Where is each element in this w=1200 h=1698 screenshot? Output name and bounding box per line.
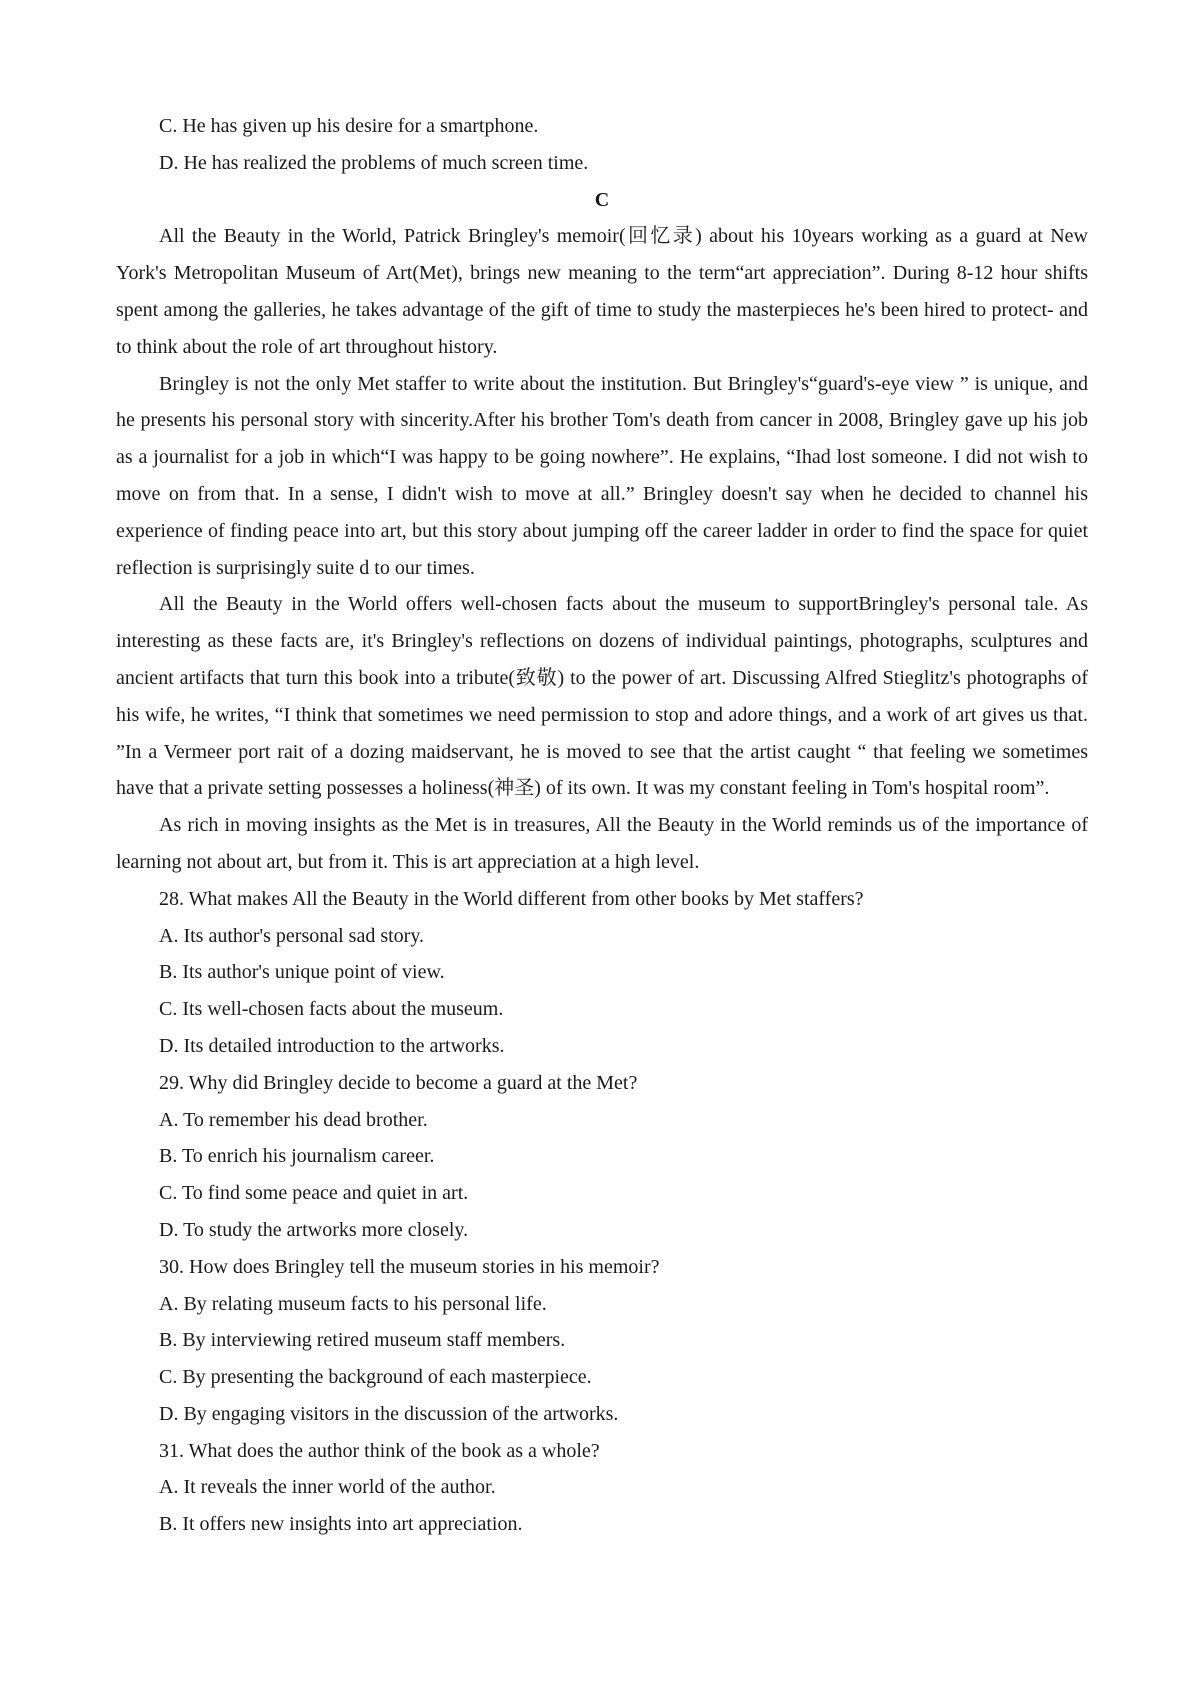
question-stem: 31. What does the author think of the book as a whole? bbox=[159, 1439, 600, 1462]
question-stem: 28. What makes All the Beauty in the World different from other books by Met staffers? bbox=[159, 887, 864, 910]
passage-paragraph-1: All the Beauty in the World, Patrick Bringley's memoir(回忆录) about his 10years working as a guard at New York's Metropolitan Museum of Art(Met), brings new meaning to the term“art appreciation”. During 8-12 hour shifts spent among the galleries, he takes advantage of the gift of time to study the masterpieces he's been hired to protect- and to think about the role of art throughout history. bbox=[116, 225, 1088, 358]
question-option-b: B. To enrich his journalism career. bbox=[159, 1145, 435, 1168]
passage-paragraph-4: As rich in moving insights as the Met is in treasures, All the Beauty in the World reminds us of the importance of learning not about art, but from it. This is art appreciation at a high level. bbox=[116, 814, 1088, 873]
question-option-b: B. By interviewing retired museum staff members. bbox=[159, 1329, 566, 1352]
question-option-a: A. It reveals the inner world of the author. bbox=[159, 1476, 496, 1499]
question-stem: 29. Why did Bringley decide to become a guard at the Met? bbox=[159, 1071, 638, 1094]
question-option-a: A. By relating museum facts to his personal life. bbox=[159, 1292, 547, 1315]
question-option-d: D. By engaging visitors in the discussion of the artworks. bbox=[159, 1402, 619, 1425]
prev-question-option-c: C. He has given up his desire for a smartphone. bbox=[159, 115, 539, 137]
question-option-c: C. To find some peace and quiet in art. bbox=[159, 1182, 469, 1205]
question-option-d: D. Its detailed introduction to the artworks. bbox=[159, 1034, 505, 1057]
question-31 bbox=[116, 1433, 1088, 1543]
question-stem: 30. How does Bringley tell the museum stories in his memoir? bbox=[159, 1255, 660, 1278]
question-28 bbox=[116, 881, 1088, 1065]
section-heading: C bbox=[594, 188, 610, 211]
question-option-c: C. Its well-chosen facts about the museum. bbox=[159, 998, 504, 1021]
question-30 bbox=[116, 1249, 1088, 1433]
question-option-c: C. By presenting the background of each masterpiece. bbox=[159, 1366, 592, 1389]
question-option-a: A. Its author's personal sad story. bbox=[159, 924, 425, 947]
question-option-b: B. Its author's unique point of view. bbox=[159, 961, 445, 984]
question-option-d: D. To study the artworks more closely. bbox=[159, 1218, 469, 1241]
question-option-b: B. It offers new insights into art appreciation. bbox=[159, 1513, 523, 1536]
page-content bbox=[116, 108, 1088, 1543]
passage-paragraph-3: All the Beauty in the World offers well-chosen facts about the museum to supportBringley's personal tale. As interesting as these facts are, it's Bringley's reflections on dozens of individual paintings, photographs, sculptures and ancient artifacts that turn this book into a tribute(致敬) to the power of art. Discussing Alfred Stieglitz's photographs of his wife, he writes, “I think that sometimes we need permission to stop and adore things, and a work of art gives us that. ”In a Vermeer port rait of a dozing maidservant, he is moved to see that the artist caught “ that feeling we sometimes have that a private setting possesses a holiness(神圣) of its own. It was my constant feeling in Tom's hospital room”. bbox=[116, 593, 1088, 800]
question-option-a: A. To remember his dead brother. bbox=[159, 1108, 428, 1131]
question-29 bbox=[116, 1065, 1088, 1249]
prev-question-option-d: D. He has realized the problems of much screen time. bbox=[159, 151, 589, 174]
passage-paragraph-2: Bringley is not the only Met staffer to write about the institution. But Bringley's“guard's-eye view ” is unique, and he presents his personal story with sincerity.After his brother Tom's death from cancer in 2008, Bringley gave up his job as a journalist for a job in which“I was happy to be going nowhere”. He explains, “Ihad lost someone. I did not wish to move on from that. In a sense, I didn't wish to move at all.” Bringley doesn't say when he decided to channel his experience of finding peace into art, but this story about jumping off the career ladder in order to find the space for quiet reflection is surprisingly suite d to our times. bbox=[116, 372, 1088, 579]
